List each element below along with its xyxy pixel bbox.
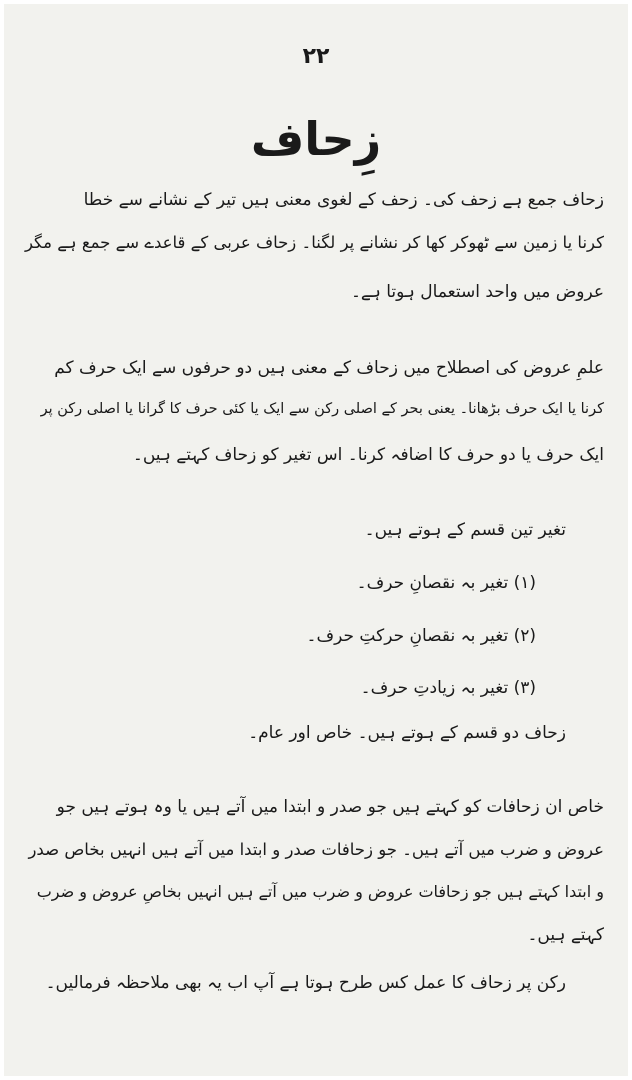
paragraph-4-line-4: کہتے ہیں۔ xyxy=(527,925,604,945)
paragraph-3-line-1: تغیر تین قسم کے ہوتے ہیں۔ xyxy=(364,520,566,540)
book-page xyxy=(4,4,628,1076)
paragraph-1-line-3: عروض میں واحد استعمال ہوتا ہے۔ xyxy=(350,282,604,302)
paragraph-1-line-2: کرنا یا زمین سے ٹھوکر کھا کر نشانے پر لگنا۔ زحاف عربی کے قاعدے سے جمع ہے مگر xyxy=(24,233,604,252)
paragraph-5-line-1: رکن پر زحاف کا عمل کس طرح ہوتا ہے آپ اب یہ بھی ملاحظہ فرمالیں۔ xyxy=(45,973,566,993)
chapter-title: زِحاف xyxy=(250,112,382,166)
page-number: ۲۲ xyxy=(302,44,330,69)
paragraph-3-list-item-3: (۳) تغیر بہ زیادتِ حرف۔ xyxy=(360,678,536,698)
paragraph-3-line-5: زحاف دو قسم کے ہوتے ہیں۔ خاص اور عام۔ xyxy=(248,723,566,743)
paragraph-2-line-1: علمِ عروض کی اصطلاح میں زحاف کے معنی ہیں دو حرفوں سے ایک حرف کم xyxy=(54,358,604,378)
paragraph-3-list-item-2: (۲) تغیر بہ نقصانِ حرکتِ حرف۔ xyxy=(306,626,536,646)
paragraph-2-line-2: کرنا یا ایک حرف بڑھانا۔ یعنی بحر کے اصلی رکن سے ایک یا کئی حرف کا گرانا یا اصلی رکن پر xyxy=(40,401,604,417)
paragraph-3-list-item-1: (۱) تغیر بہ نقصانِ حرف۔ xyxy=(356,573,536,593)
paragraph-1-line-1: زحاف جمع ہے زحف کی۔ زحف کے لغوی معنی ہیں تیر کے نشانے سے خطا xyxy=(83,190,604,210)
paragraph-4-line-1: خاص ان زحافات کو کہتے ہیں جو صدر و ابتدا میں آتے ہیں یا وہ ہوتے ہیں جو xyxy=(56,797,604,817)
paragraph-4-line-2: عروض و ضرب میں آتے ہیں۔ جو زحافات صدر و ابتدا میں آتے ہیں انہیں بخاص صدر xyxy=(28,840,604,859)
paragraph-2-line-3: ایک حرف یا دو حرف کا اضافہ کرنا۔ اس تغیر کو زحاف کہتے ہیں۔ xyxy=(132,445,604,465)
paragraph-4-line-3: و ابتدا کہتے ہیں جو زحافات عروض و ضرب میں آتے ہیں انہیں بخاصِ عروض و ضرب xyxy=(36,882,604,901)
